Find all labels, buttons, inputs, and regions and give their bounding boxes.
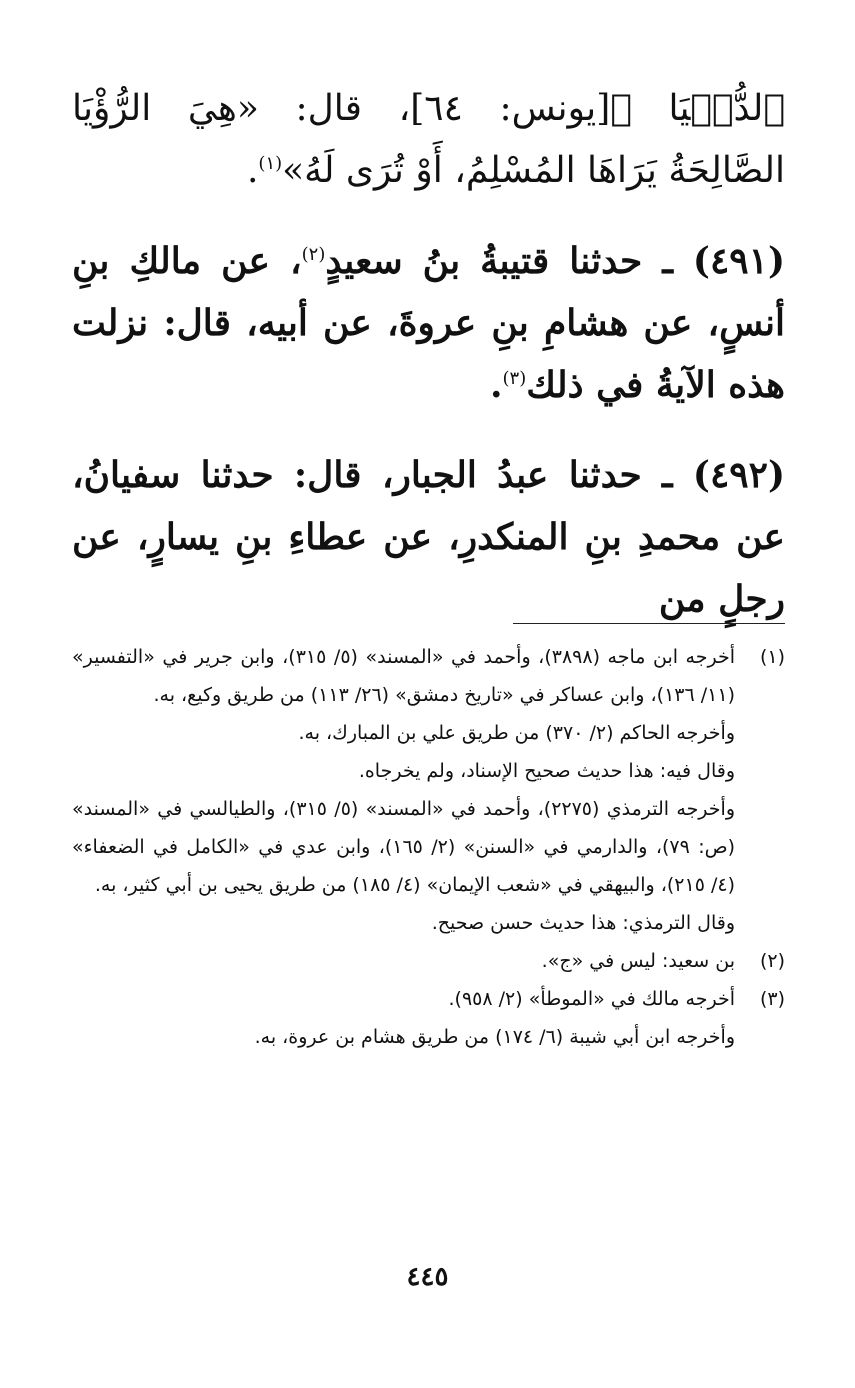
footnote-text: أخرجه مالك في «الموطأ» (٢/ ٩٥٨). [448,988,735,1010]
footnote-separator [513,623,785,624]
footnote-1 [72,638,785,714]
main-text [72,78,785,630]
hadith-491-part-a: (٤٩١) ـ حدثنا قتيبةُ بنُ سعيدٍ [325,240,785,282]
page-number: ٤٤٥ [406,1262,449,1292]
footnote-1-continuation: وقال فيه: هذا حديث صحيح الإسناد، ولم يخرجاه. [358,760,735,782]
hadith-492: (٤٩٢) ـ حدثنا عبدُ الجبار، قال: حدثنا سفيانُ، عن محمدِ بنِ المنكدرِ، عن عطاءِ بنِ يسارٍ، عن رجلٍ من [72,454,785,620]
footnote-1-continuation: وأخرجه الحاكم (٢/ ٣٧٠) من طريق علي بن المبارك، به. [298,722,735,744]
verse-end: . [246,150,259,191]
footnote-3 [72,980,785,1018]
footnote-2 [72,942,785,980]
footnote-text: أخرجه ابن ماجه (٣٨٩٨)، وأحمد في «المسند» (٥/ ٣١٥)، وابن جرير في «التفسير» (١١/ ١٣٦)، وابن عساكر في «تاريخ دمشق» (٢٦/ ١١٣) من طريق وكيع، به. [72,646,735,706]
footnote-number: (٢) [759,950,785,972]
footnote-ref-2: (٢) [301,244,326,265]
footnote-1-continuation: وقال الترمذي: هذا حديث حسن صحيح. [431,912,735,934]
hadith-491-end: . [489,364,503,406]
verse-continuation [72,78,785,202]
footnote-text: بن سعيد: ليس في «ج». [541,950,735,972]
footnote-number: (١) [759,646,785,668]
footnote-ref-1: (١) [258,153,283,174]
footnote-3-continuation: وأخرجه ابن أبي شيبة (٦/ ١٧٤) من طريق هشام بن عروة، به. [254,1026,735,1048]
footnote-ref-3: (٣) [502,368,527,389]
footnotes [72,638,785,1056]
hadith-491-part-b: ، عن مالكِ بنِ أنسٍ، عن هشامِ بنِ عروةَ، عن أبيه، قال: نزلت هذه الآيةُ في ذلك [72,240,785,406]
hadith-491 [72,230,785,416]
footnote-1-continuation: وأخرجه الترمذي (٢٢٧٥)، وأحمد في «المسند» (٥/ ٣١٥)، والطيالسي في «المسند» (ص: ٧٩)، والدارمي في «السنن» (٢/ ١٦٥)، وابن عدي في «الكامل في الضعفاء» (٤/ ٢١٥)، والبيهقي في «شعب الإيمان» (٤/ ١٨٥) من طريق يحيى بن أبي كثير، به. [72,798,735,896]
footnote-number: (٣) [759,988,785,1010]
verse-text: ٱلدُّنۡيَا ﴾[يونس: ٦٤]، قال: «هِيَ الرُّؤْيَا الصَّالِحَةُ يَرَاهَا المُسْلِمُ، أَوْ تُرَى لَهُ» [72,88,785,191]
